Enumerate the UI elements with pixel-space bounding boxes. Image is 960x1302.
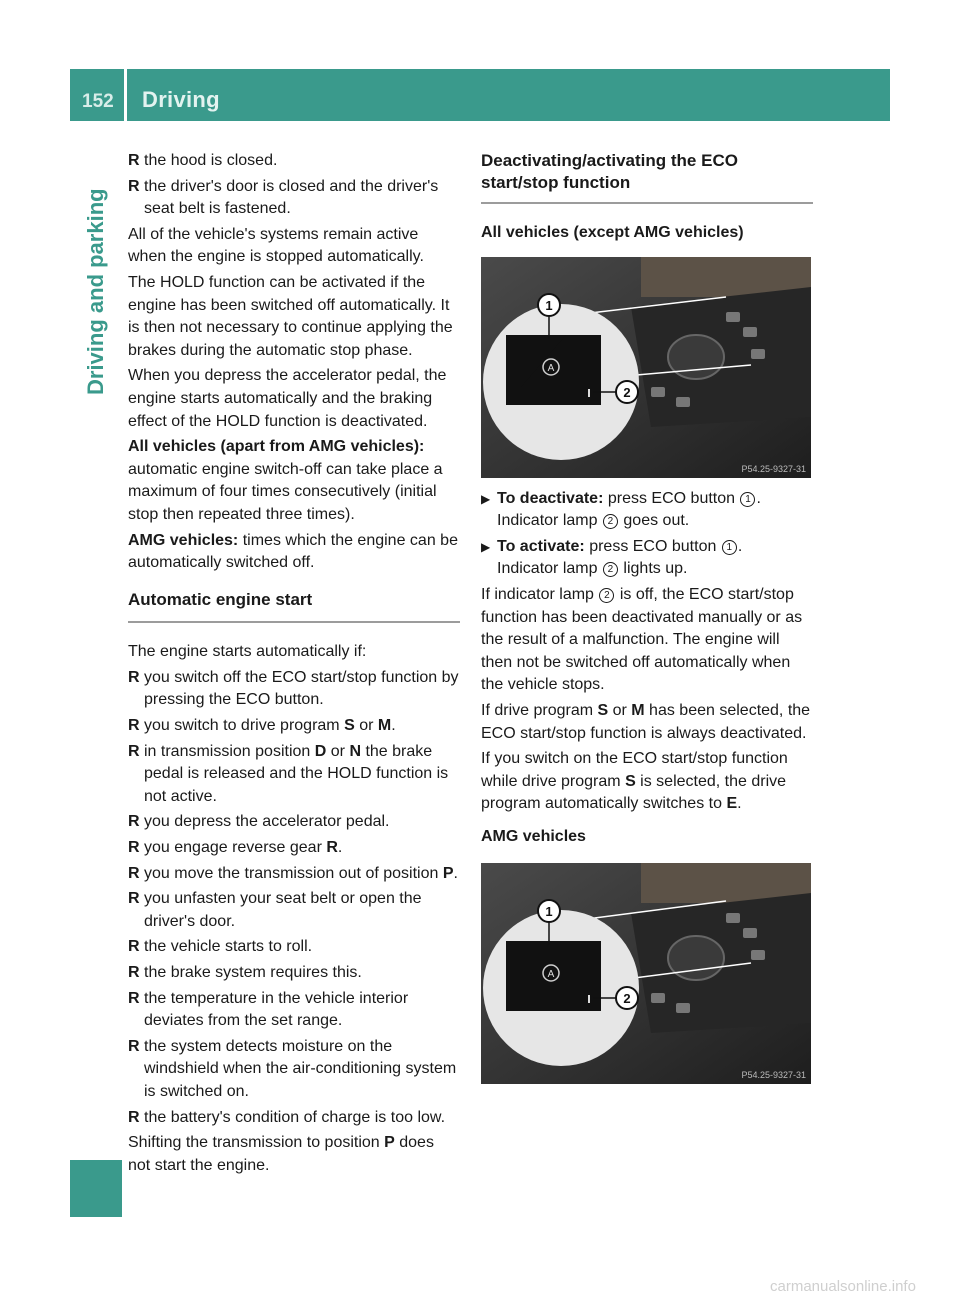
list-item: R you move the transmission out of position P.: [128, 864, 458, 882]
paragraph: The HOLD function can be activated if the engine has been switched off automatically. It is then not necessary to continue applying the brakes during the automatic stop phase.: [128, 273, 453, 359]
list-item: R the temperature in the vehicle interior deviates from the set range.: [128, 989, 409, 1030]
callout-1: 1: [545, 297, 553, 313]
list-item: R you engage reverse gear R.: [128, 839, 343, 857]
callout-2: 2: [623, 990, 631, 1006]
left-column: [128, 150, 460, 1180]
list-item: R the brake system requires this.: [128, 964, 362, 981]
side-tab-marker: [70, 1160, 122, 1217]
eco-button-photo: [481, 257, 811, 478]
paragraph: If you switch on the ECO start/stop function while drive program S is selected, the drive program automatically switches to E.: [481, 750, 788, 813]
instruction-step: ▶ To deactivate: press ECO button 1 . Indicator lamp 2 goes out.: [481, 489, 761, 530]
page-number: 152: [82, 91, 114, 112]
amg-eco-button-photo: [481, 863, 811, 1084]
paragraph: Shifting the transmission to position P does not start the engine.: [128, 1134, 434, 1174]
paragraph: If indicator lamp 2 is off, the ECO start/stop function has been deactivated manually or as the result of a malfunction. The engine will then not be switched off automatically when the vehicle stops.: [481, 585, 803, 694]
list-item: R you switch to drive program S or M.: [128, 717, 396, 735]
list-item: R the driver's door is closed and the driver's seat belt is fastened.: [128, 177, 439, 218]
eco-symbol-a: A: [547, 968, 555, 980]
watermark: carmanualsonline.info: [770, 1278, 916, 1295]
paragraph-amg: AMG vehicles: times which the engine can be automatically switched off.: [128, 531, 458, 572]
list-item: R the system detects moisture on the windshield when the air-conditioning system is switched on.: [128, 1037, 457, 1100]
right-column: [481, 150, 813, 1094]
list-item: R you switch off the ECO start/stop function by pressing the ECO button.: [128, 668, 459, 709]
photo-code: P54.25-9327-31: [741, 463, 806, 474]
header-divider: [124, 69, 127, 121]
list-item: R you depress the accelerator pedal.: [128, 813, 390, 831]
console-illustration: [481, 257, 811, 478]
page-header: [70, 69, 890, 121]
section-heading: Automatic engine start: [128, 589, 460, 624]
side-chapter-label: Driving and parking: [83, 188, 108, 395]
paragraph: When you depress the accelerator pedal, the engine starts automatically and the braking effect of the HOLD function is deactivated.: [128, 367, 447, 430]
list-item: R the battery's condition of charge is too low.: [128, 1108, 446, 1126]
list-item: R the hood is closed.: [128, 152, 278, 169]
callout-2: 2: [623, 384, 631, 400]
subheading: All vehicles (except AMG vehicles): [481, 224, 744, 241]
eco-symbol-a: A: [547, 362, 555, 374]
list-item: R in transmission position D or N the brake pedal is released and the HOLD function is not active.: [128, 742, 449, 805]
list-item: R the vehicle starts to roll.: [128, 938, 313, 956]
paragraph: The engine starts automatically if:: [128, 643, 367, 661]
console-illustration-amg: [481, 863, 811, 1084]
section-title: Driving: [142, 87, 220, 112]
paragraph: All of the vehicle's systems remain active when the engine is stopped automatically.: [128, 225, 424, 266]
paragraph-all-vehicles: All vehicles (apart from AMG vehicles): automatic engine switch-off can take place a maximum of four times consecutively (initial stop then repeated three times).: [128, 438, 443, 523]
section-heading: Deactivating/activating the ECO start/stop function: [481, 150, 813, 204]
instruction-step: ▶ To activate: press ECO button 1 . Indicator lamp 2 lights up.: [481, 537, 743, 578]
paragraph: If drive program S or M has been selected, the ECO start/stop function is always deactivated.: [481, 701, 811, 742]
photo-code: P54.25-9327-31: [741, 1069, 806, 1080]
list-item: R you unfasten your seat belt or open the driver's door.: [128, 890, 422, 930]
subheading: AMG vehicles: [481, 827, 586, 845]
callout-1: 1: [545, 903, 553, 919]
